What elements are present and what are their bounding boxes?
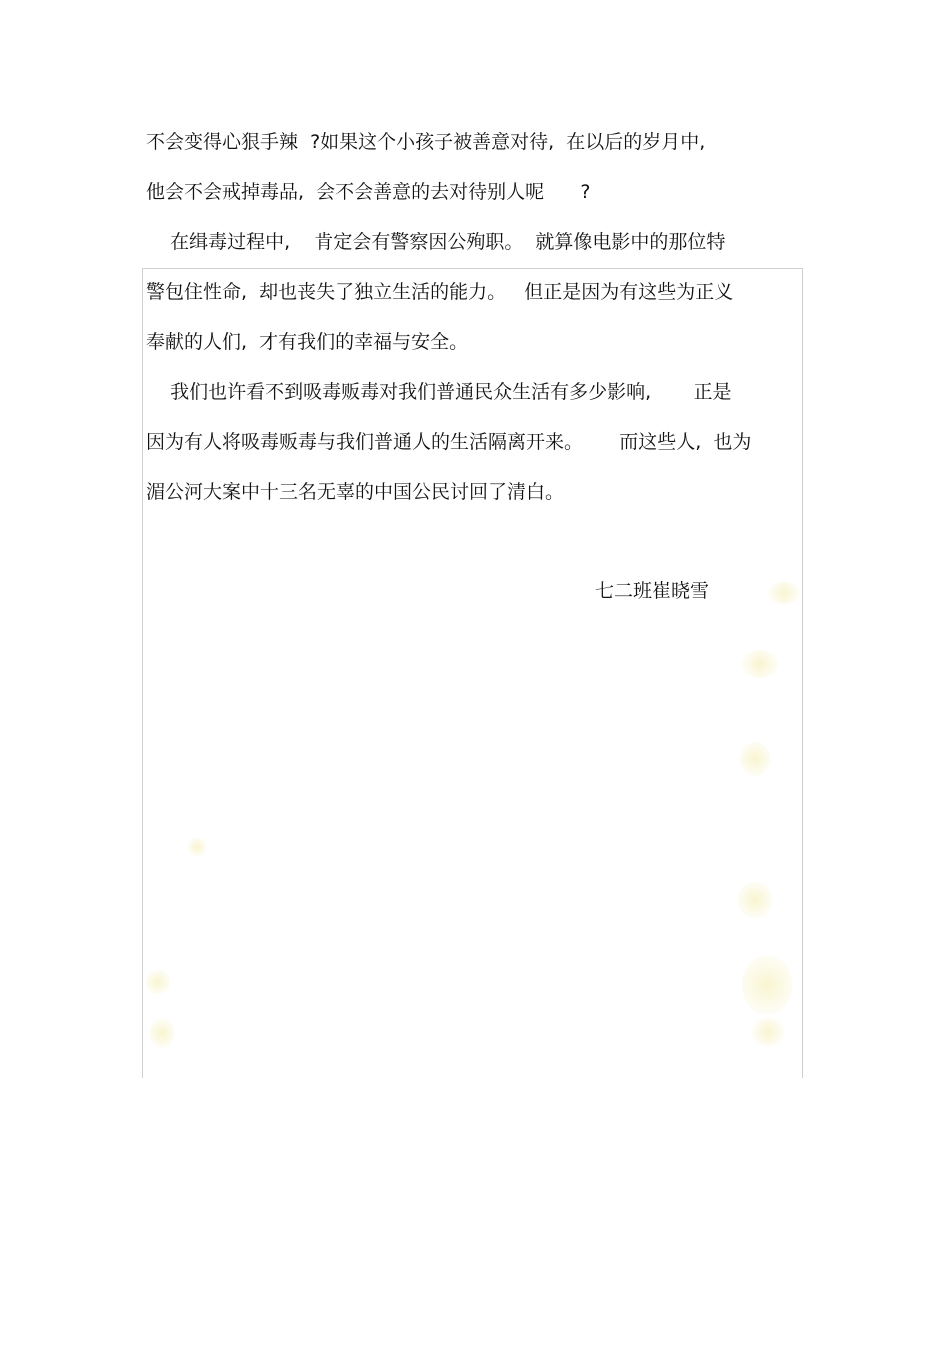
decorative-speck xyxy=(742,955,792,1015)
text-line-1: 不会变得心狠手辣 ?如果这个小孩子被善意对待, 在以后的岁月中, xyxy=(146,131,706,153)
decorative-speck xyxy=(752,1018,784,1046)
text-line-4: 警包住性命, 却也丧失了独立生活的能力。 但正是因为有这些为正义 xyxy=(146,281,734,303)
decorative-speck xyxy=(146,970,170,994)
author-signature: 七二班崔晓雪 xyxy=(595,580,710,602)
text-line-5: 奉献的人们, 才有我们的幸福与安全。 xyxy=(146,331,469,353)
decorative-speck xyxy=(188,838,206,856)
text-line-2: 他会不会戒掉毒品, 会不会善意的去对待别人呢 ? xyxy=(146,181,591,203)
decorative-speck xyxy=(742,650,778,678)
text-line-8: 湄公河大案中十三名无辜的中国公民讨回了清白。 xyxy=(146,481,565,503)
decorative-speck xyxy=(740,742,770,776)
text-line-6: 我们也许看不到吸毒贩毒对我们普通民众生活有多少影响, 正是 xyxy=(146,381,732,403)
decorative-speck xyxy=(150,1018,174,1048)
decorative-speck xyxy=(738,882,772,918)
text-line-7: 因为有人将吸毒贩毒与我们普通人的生活隔离开来。 而这些人, 也为 xyxy=(146,431,752,453)
text-line-3: 在缉毒过程中, 肯定会有警察因公殉职。 就算像电影中的那位特 xyxy=(146,231,726,253)
